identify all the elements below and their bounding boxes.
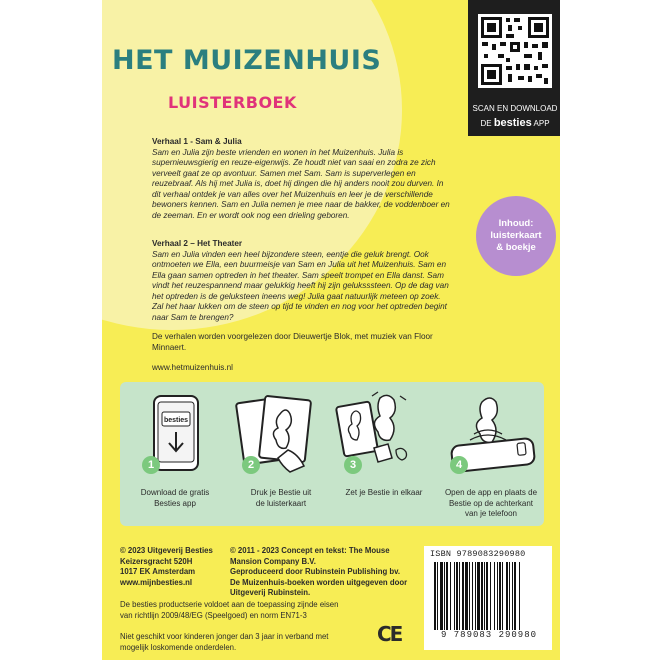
step-4-number: 4 [450, 456, 468, 474]
step-2-line2: de luisterkaart [255, 498, 307, 508]
cover-panel [102, 0, 560, 660]
step-2-line1: Druk je Bestie uit [250, 488, 312, 497]
badge-line2: luisterkaart [490, 230, 542, 241]
step-1-line1: Download de gratis [140, 488, 210, 497]
story-1 [152, 137, 452, 221]
barcode-bar [490, 562, 491, 630]
website-link[interactable]: www.hetmuizenhuis.nl [152, 363, 234, 372]
barcode-bar [462, 562, 464, 630]
step-1-number: 1 [142, 456, 160, 474]
barcode-bar [514, 562, 516, 630]
barcode-bar [475, 562, 476, 630]
barcode-bar [440, 562, 443, 630]
qr-caption-line1: SCAN EN DOWNLOAD [472, 104, 558, 113]
isbn-label: ISBN 9789083290980 [430, 549, 526, 559]
compliance-line: De besties productserie voldoet aan de toepassing zijnde eisen [120, 600, 339, 609]
barcode-bar [509, 562, 510, 630]
copyright-line: De Muizenhuis-boeken worden uitgegeven door [230, 577, 408, 587]
step-3-text [326, 488, 442, 499]
step-4-line1: Open de app en plaats de [444, 488, 538, 497]
barcode-bar [437, 562, 438, 630]
qr-code-icon[interactable] [478, 14, 552, 88]
safety-compliance-text [120, 600, 380, 621]
ean-digits: 9 789083 290980 [440, 630, 537, 640]
barcode-bar [484, 562, 485, 630]
barcode-bar [519, 562, 520, 630]
barcode-bar [502, 562, 503, 630]
badge-line3: & boekje [496, 242, 536, 253]
book-subtitle: LUISTERBOEK [168, 93, 297, 112]
contents-badge [476, 196, 556, 276]
barcode-bar [481, 562, 483, 630]
barcode-panel [424, 546, 552, 650]
copyright-line: Uitgeverij Rubinstein. [230, 588, 311, 597]
phone-app-label: besties [163, 417, 189, 424]
story-2-heading: Verhaal 2 – Het Theater [152, 239, 243, 248]
book-title: HET MUIZENHUIS [112, 45, 382, 76]
barcode-bar [446, 562, 448, 630]
publisher-line: www.mijnbesties.nl [120, 577, 193, 587]
barcode-bar [434, 562, 436, 630]
barcode-icon [434, 562, 542, 630]
copyright-line: © 2011 - 2023 Concept en tekst: The Mouse [230, 546, 390, 555]
instruction-steps [120, 382, 544, 526]
barcode-bar [454, 562, 455, 630]
ce-mark-icon: CE [377, 622, 402, 646]
compliance-line: van richtlijn 2009/48/EG (Speelgoed) en norm EN71-3 [120, 610, 307, 620]
barcode-bar [472, 562, 473, 630]
copyright-imprint [230, 546, 430, 599]
step-4-line2: Bestie op de achterkant [448, 498, 534, 508]
publisher-line: © 2023 Uitgeverij Besties [120, 546, 213, 555]
barcode-bar [477, 562, 480, 630]
warning-line: mogelijk loskomende onderdelen. [120, 642, 237, 652]
barcode-bar [444, 562, 445, 630]
step-3-number: 3 [344, 456, 362, 474]
step-4-line3: van je telefoon [464, 509, 518, 518]
copyright-line: Mansion Company B.V. [230, 556, 316, 566]
publisher-line: Keizersgracht 520H [120, 556, 193, 566]
warning-line: Niet geschikt voor kinderen jonger dan 3 jaar in verband met [120, 632, 329, 641]
step-1-text [120, 488, 230, 509]
qr-caption-suffix: APP [533, 119, 550, 128]
barcode-bar [499, 562, 501, 630]
step-4-text [436, 488, 546, 520]
step-2-text [226, 488, 336, 509]
barcode-bar [506, 562, 508, 630]
publisher-line: 1017 EK Amsterdam [120, 567, 196, 576]
story-1-heading: Verhaal 1 - Sam & Julia [152, 137, 242, 146]
barcode-bar [465, 562, 468, 630]
step-3-line1: Zet je Bestie in elkaar [345, 488, 423, 497]
step-2-number: 2 [242, 456, 260, 474]
badge-line1: Inhoud: [498, 218, 534, 229]
barcode-bar [469, 562, 470, 630]
story-2 [152, 239, 452, 323]
qr-panel [468, 0, 560, 136]
narration-credit: De verhalen worden voorgelezen door Dieuwertje Blok, met muziek van Floor Minnaert. [152, 332, 433, 352]
story-1-text: Sam en Julia zijn beste vrienden en wonen in het Muizenhuis. Julia is supernieuwsgierig en reuze-eigenwijs. Ze houdt niet van saai en zodra ze zich verveelt gaat ze op avontuur. Samen met Sam. Sam is superverlegen en reuzebraaf. Als hij met Julia is, doet hij dingen die hij anders nooit zou durven. In dit verhaal ontdek je van alles over het Muizenhuis en leer je de verschillende bewoners kennen. Sam en Julia nemen je mee naar de bakker, de voddenboer en de zeeman. En er wordt ook nog een drieling geboren. [152, 147, 450, 220]
barcode-bar [486, 562, 488, 630]
qr-code-graphic [478, 14, 552, 88]
barcode-bar [456, 562, 458, 630]
copyright-line: Geproduceerd door Rubinstein Publishing bv. [230, 567, 401, 576]
besties-logo-text: besties [493, 117, 532, 129]
barcode-bar [459, 562, 460, 630]
barcode-bar [512, 562, 513, 630]
barcode-bar [497, 562, 498, 630]
age-warning-text [120, 632, 370, 653]
publisher-imprint [120, 546, 230, 588]
barcode-bar [450, 562, 451, 630]
qr-caption-prefix: DE [480, 119, 492, 128]
step-1-line2: Besties app [154, 498, 196, 508]
barcode-bar [494, 562, 495, 630]
story-2-text: Sam en Julia vinden een heel bijzondere steen, eentje die geluk brengt. Ook ontmoeten we Ella, een buurmeisje van Sam en Julia uit het Muizenhuis. Sam en Ella gaan samen optreden in het theater. Sam speelt trompet en Ella danst. Sam vindt het reuzespannend maar gelukkig heeft hij zijn geluksssteen. Op de dag van het optreden is de geluksteen ineens weg! Julia gaat natuurlijk meteen op zoek. Zal het haar lukken om de steen op tijd te vinden en nog voor het optreden begint naar Sam te brengen? [152, 249, 449, 322]
qr-caption-line2 [472, 118, 558, 129]
